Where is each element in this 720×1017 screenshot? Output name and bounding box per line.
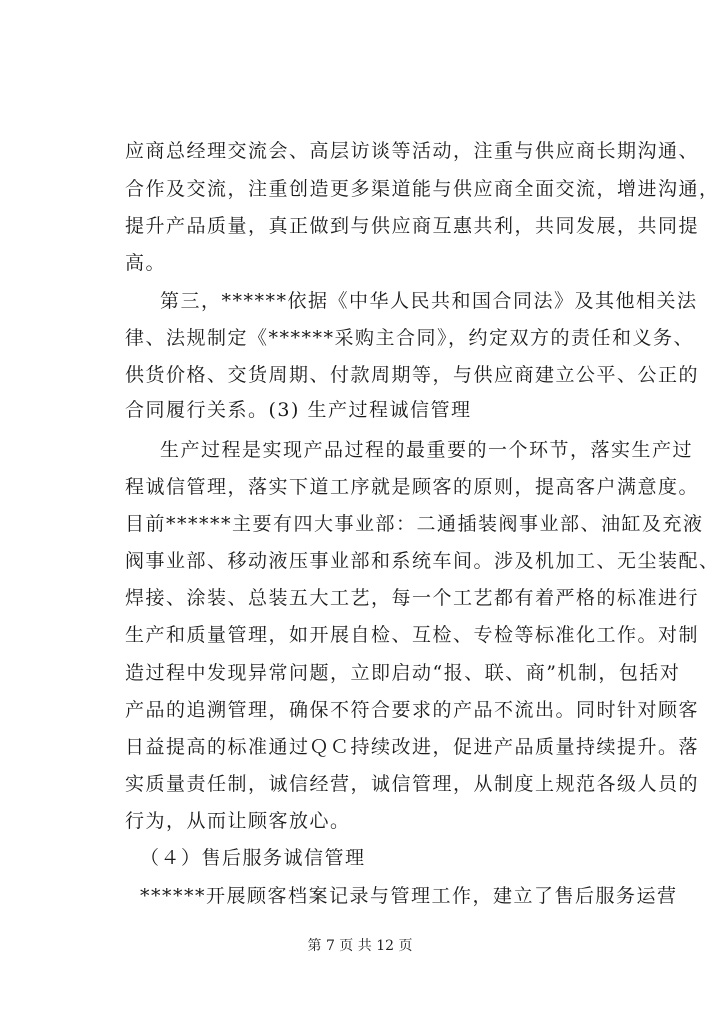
paragraph-line: 目前******主要有四大事业部：二通插装阀事业部、油缸及充液 <box>125 513 704 535</box>
paragraph-line: 供货价格、交货周期、付款周期等，与供应商建立公平、公正的 <box>125 364 700 386</box>
section-heading: （４）售后服务诚信管理 <box>140 847 366 869</box>
paragraph-line: 阀事业部、移动液压事业部和系统车间。涉及机加工、无尘装配、 <box>125 550 720 572</box>
paragraph-line: 律、法规制定《******采购主合同》，约定双方的责任和义务、 <box>125 327 695 349</box>
paragraph-line: 合作及交流，注重创造更多渠道能与供应商全面交流，增进沟通， <box>125 178 720 200</box>
paragraph-line: ******开展顾客档案记录与管理工作，建立了售后服务运营 <box>140 885 678 907</box>
paragraph-line: 合同履行关系。(3) 生产过程诚信管理 <box>125 399 472 421</box>
paragraph-line: 提升产品质量，真正做到与供应商互惠共利，共同发展，共同提 <box>125 215 700 237</box>
paragraph-line: 生产过程是实现产品过程的最重要的一个环节，落实生产过 <box>160 439 694 461</box>
paragraph-line: 高。 <box>125 252 167 274</box>
paragraph-line: 应商总经理交流会、高层访谈等活动，注重与供应商长期沟通、 <box>125 140 700 162</box>
paragraph-line: 第三，******依据《中华人民共和国合同法》及其他相关法 <box>160 290 698 312</box>
paragraph-line: 行为，从而让顾客放心。 <box>125 810 351 832</box>
paragraph-line: 程诚信管理，落实下道工序就是顾客的原则，提高客户满意度。 <box>125 476 700 498</box>
paragraph-line: 造过程中发现异常问题，立即启动“报、联、商”机制，包括对 <box>125 662 681 684</box>
paragraph-line: 焊接、涂装、总装五大工艺，每一个工艺都有着严格的标准进行 <box>125 587 700 609</box>
paragraph-line: 产品的追溯管理，确保不符合要求的产品不流出。同时针对顾客 <box>125 699 700 721</box>
paragraph-line: 日益提高的标准通过ＱＣ持续改进，促进产品质量持续提升。落 <box>125 736 700 758</box>
paragraph-line: 实质量责任制，诚信经营，诚信管理，从制度上规范各级人员的 <box>125 773 700 795</box>
paragraph-line: 生产和质量管理，如开展自检、互检、专检等标准化工作。对制 <box>125 624 700 646</box>
page-footer: 第 7 页 共 12 页 <box>307 938 413 954</box>
